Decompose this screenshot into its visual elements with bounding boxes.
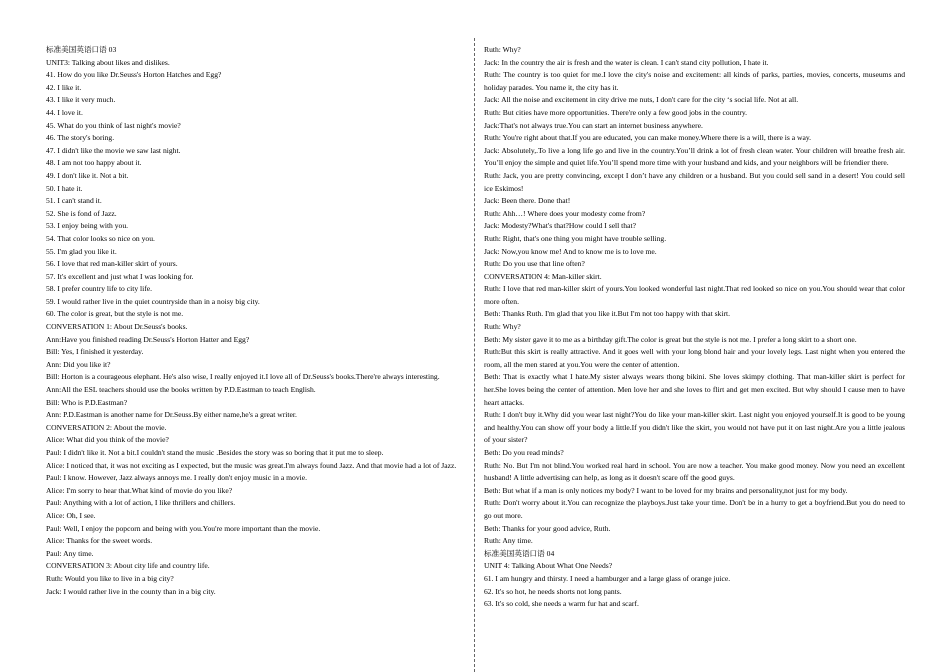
- text-line: 标准美国英语口语 04: [484, 548, 555, 558]
- text-line: 55. I'm glad you like it.: [46, 246, 117, 256]
- text-line: 62. It's so hot, he needs shorts not long pants.: [484, 586, 622, 596]
- text-line: 46. The story's boring.: [46, 133, 115, 143]
- text-line: CONVERSATION 4: Man-killer skirt.: [484, 271, 602, 281]
- text-line: 52. She is fond of Jazz.: [46, 208, 117, 218]
- text-line: 56. I love that red man-killer skirt of yours.: [46, 259, 178, 269]
- text-line: 59. I would rather live in the quiet countryside than in a noisy big city.: [46, 296, 260, 306]
- text-line: Ruth: No. But I'm not blind.You worked real hard in school. You are now a teacher. You make good money. Now you need an excellent husband! A little advertising can help, as long as it doesn't scare off the good guys.: [484, 460, 905, 483]
- text-line: CONVERSATION 3: About city life and country life.: [46, 561, 210, 571]
- text-line: Ruth: Why?: [484, 45, 521, 54]
- text-line: Jack: Been there. Done that!: [484, 196, 571, 206]
- text-line: Ruth: Would you like to live in a big city?: [46, 573, 174, 583]
- text-line: 42. I like it.: [46, 82, 82, 92]
- text-line: Jack: Now,you know me! And to know me is to love me.: [484, 246, 657, 256]
- text-line: Alice: What did you think of the movie?: [46, 435, 169, 445]
- text-line: Beth: Thanks Ruth. I'm glad that you like it.But I'm not too happy with that skirt.: [484, 309, 730, 319]
- text-line: Ann: P.D.Eastman is another name for Dr.Seuss.By either name,he's a great writer.: [46, 410, 297, 420]
- text-line: 63. It's so cold, she needs a warm fur hat and scarf.: [484, 599, 639, 609]
- text-line: Jack: In the country the air is fresh and the water is clean. I can't stand city pollution, I hate it.: [484, 57, 769, 67]
- text-line: Ruth: I love that red man-killer skirt of yours.You looked wonderful last night.That red looked so nice on you.You should wear that color more often.: [484, 284, 905, 306]
- text-line: CONVERSATION 2: About the movie.: [46, 422, 167, 432]
- text-line: Jack: Modesty?What's that?How could I sell that?: [484, 221, 636, 231]
- text-line: Beth: Thanks for your good advice, Ruth.: [484, 523, 611, 533]
- text-line: Jack: Absolutely,.To live a long life go and live in the country.You’ll drink a lot of fresh clean water. Your children will breathe fresh air. You’ll enjoy the simple and quiet life.You’ll spend more time with your husband and kids, and your neighbors will be friendier there.: [484, 145, 905, 168]
- text-line: Ann:All the ESL teachers should use the books written by P.D.Eastman to teach English.: [46, 385, 316, 395]
- text-line: Jack: All the noise and excitement in city drive me nuts, I don't care for the city ‘s social life. Not at all.: [484, 95, 799, 105]
- text-line: 53. I enjoy being with you.: [46, 221, 129, 231]
- text-line: Beth: My sister gave it to me as a birthday gift.The color is great but the style is not me. I prefer a long skirt to a short one.: [484, 334, 857, 344]
- text-line: Jack:That's not always true.You can start an internet business anywhere.: [484, 120, 703, 130]
- text-line: Ruth: Why?: [484, 322, 521, 332]
- text-line: Ruth: Jack, you are pretty convincing, except I don’t have any children or a husband. But you could sell sand in a desert! You could sell ice Eskimos!: [484, 170, 905, 193]
- text-line: UNIT 4: Talking About What One Needs?: [484, 561, 613, 571]
- text-line: 51. I can't stand it.: [46, 196, 102, 206]
- text-line: Paul: Well, I enjoy the popcorn and being with you.You're more important than the movie.: [46, 523, 321, 533]
- text-line: 49. I don't like it. Not a bit.: [46, 170, 129, 180]
- text-line: Beth: But what if a man is only notices my body? I want to be loved for my brains and personality,not just for my body.: [484, 485, 848, 495]
- text-line: Beth: That is exactly what I hate.My sister always wears thong bikini. She loves skimpy clothing. That man-killer skirt is perfect for her.She loves being the center of attention. Men love her and she loves to flirt and get men excited. But why should I cause men to have heart attacks.: [484, 372, 905, 407]
- text-line: Bill: Horton is a courageous elephant. He's also wise, I really enjoyed it.I love all of Dr.Seuss's books.There're always interesting.: [46, 372, 440, 382]
- text-line: Paul: Anything with a lot of action, I like thrillers and chillers.: [46, 498, 236, 508]
- text-line: Ann:Have you finished reading Dr.Seuss's Horton Hatter and Egg?: [46, 334, 250, 344]
- text-line: 61. I am hungry and thirsty. I need a hamburger and a large glass of orange juice.: [484, 573, 731, 583]
- text-line: Ruth:But this skirt is really attractive. And it goes well with your long blond hair and your lovely legs. Last night when you entered the room, all the men stared at you.You were the center of attention.: [484, 347, 905, 369]
- text-line: Alice: Oh, I see.: [46, 510, 96, 520]
- text-line: UNIT3: Talking about likes and dislikes.: [46, 57, 170, 67]
- text-line: Ruth: But cities have more opportunities. There're only a few good jobs in the country.: [484, 107, 748, 117]
- text-line: Bill: Who is P.D.Eastman?: [46, 397, 128, 407]
- text-line: Bill: Yes, I finished it yesterday.: [46, 347, 144, 357]
- text-line: 48. I am not too happy about it.: [46, 158, 142, 168]
- text-line: 50. I hate it.: [46, 183, 83, 193]
- text-line: Ruth: You're right about that.If you are educated, you can make money.Where there is a will, there is a way.: [484, 133, 812, 143]
- text-line: Ruth: I don't buy it.Why did you wear last night?You do like your man-killer skirt. Last night you enjoyed yourself.It is good to be young and healthy.You can show off your body a little.If you didn't like the skirt, you would not have put it on last night.Are you a little jealous of your sister?: [484, 410, 905, 445]
- text-line: 41. How do you like Dr.Seuss's Horton Hatches and Egg?: [46, 70, 222, 80]
- text-line: Paul: I didn't like it. Not a bit.I couldn't stand the music .Besides the story was so boring that it put me to sleep.: [46, 448, 384, 457]
- text-line: Ruth: The country is too quiet for me.I love the city's noise and excitement: all kinds of parks, parties, movies, concerts, museums and holiday parades. You name it, the city has it.: [484, 70, 905, 92]
- text-line: Ruth: Do you use that line often?: [484, 259, 585, 269]
- text-line: 标准美国英语口语 03: [46, 45, 117, 54]
- text-line: 45. What do you think of last night's movie?: [46, 120, 181, 130]
- text-line: Beth: Do you read minds?: [484, 448, 564, 457]
- text-line: Alice: Thanks for the sweet words.: [46, 536, 153, 546]
- text-line: Ruth: Any time.: [484, 536, 533, 546]
- text-line: Paul: Any time.: [46, 548, 94, 558]
- text-line: Paul: I know. However, Jazz always annoys me. I really don't enjoy music in a movie.: [46, 473, 308, 483]
- text-line: 47. I didn't like the movie we saw last night.: [46, 145, 181, 155]
- text-line: Jack: I would rather live in the county than in a big city.: [46, 586, 216, 596]
- left-column: [46, 44, 467, 598]
- text-line: 43. I like it very much.: [46, 95, 116, 105]
- text-line: Alice: I'm sorry to hear that.What kind of movie do you like?: [46, 485, 233, 495]
- text-line: 60. The color is great, but the style is not me.: [46, 309, 184, 319]
- column-divider: [474, 38, 475, 672]
- text-line: 58. I prefer country life to city life.: [46, 284, 153, 294]
- text-line: Ruth: Right, that's one thing you might have trouble selling.: [484, 233, 667, 243]
- text-line: Ruth: Don't worry about it.You can recognize the playboys.Just take your time. Don't be in a hurry to get a boyfriend.But you do need to go out more.: [484, 498, 905, 520]
- text-line: CONVERSATION 1: About Dr.Seuss's books.: [46, 322, 188, 332]
- text-line: 54. That color looks so nice on you.: [46, 233, 155, 243]
- text-line: Alice: I noticed that, it was not exciting as I expected, but the music was great.I'm always found Jazz. And that movie had a lot of Jazz.: [46, 460, 457, 470]
- text-line: 57. It's excellent and just what I was looking for.: [46, 271, 194, 281]
- text-line: Ann: Did you like it?: [46, 359, 111, 369]
- text-line: 44. I love it.: [46, 107, 83, 117]
- right-column: [484, 44, 905, 611]
- text-line: Ruth: Ahh…! Where does your modesty come from?: [484, 208, 646, 218]
